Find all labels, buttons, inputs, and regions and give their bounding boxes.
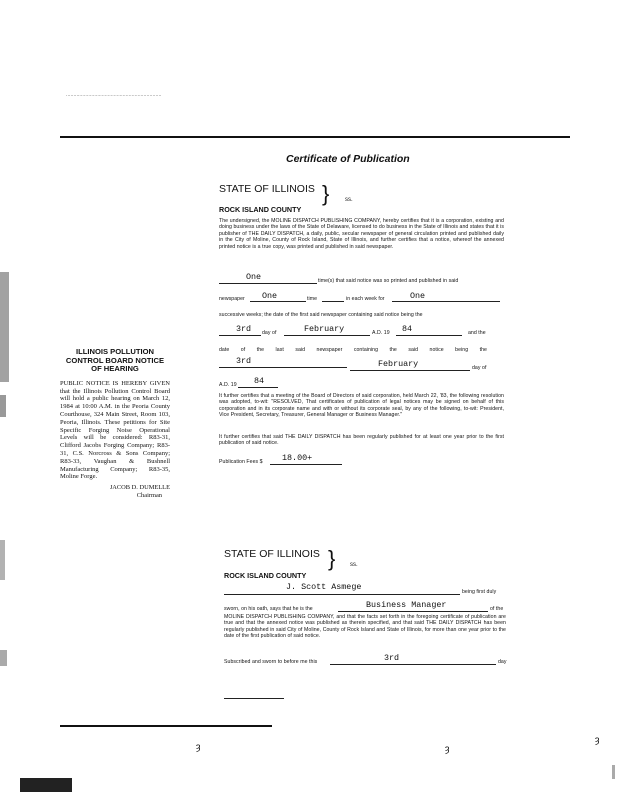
successive-label: successive weeks; the date of the first said newspaper containing said notice being the — [219, 312, 423, 318]
affidavit-state-brace: } — [328, 546, 336, 571]
in-each-week-label: in each week for — [346, 296, 385, 302]
first-day-line — [219, 335, 261, 336]
county-label: ROCK ISLAND COUNTY — [219, 205, 302, 214]
newspaper-line — [250, 301, 306, 302]
certificate-body: The undersigned, the MOLINE DISPATCH PUBLISHING COMPANY, hereby certifies that it is a corporation, existing and doing business under the laws of the State of Delaware, licensed to do business in the State of Illinois and states that it is publisher of THE DAILY DISPATCH, a daily, public, secular newspaper of general circulation printed and published daily in the City of Moline, County of Rock Island, State of Illinois, and further certifies that a notice, whereof the annexed printed notice is a true copy, was printed and published in said newspaper. — [219, 218, 504, 250]
last-year-value: 84 — [254, 376, 265, 386]
fees-line — [270, 464, 342, 465]
newspaper-value: One — [262, 291, 278, 301]
first-month-value: February — [304, 324, 345, 334]
ss-label: ss. — [345, 197, 353, 203]
affiant-title-value: Business Manager — [366, 600, 447, 610]
day-label: day — [498, 659, 507, 665]
notice-signer-title: Chairman — [136, 491, 162, 499]
first-day-value: 3rd — [236, 324, 252, 334]
left-margin-scan-mark — [0, 395, 6, 417]
certificate-title: Certificate of Publication — [286, 153, 410, 165]
first-day-of-label: day of — [262, 330, 277, 336]
newspaper-label: newspaper — [219, 296, 245, 302]
subscribed-label: Subscribed and sworn to before me this — [224, 659, 318, 665]
right-margin-scan-mark — [612, 765, 615, 779]
first-year-line — [396, 335, 462, 336]
last-day-of-label: day of — [472, 365, 487, 371]
last-day-line — [219, 367, 347, 368]
of-the-label: of the — [490, 606, 504, 612]
times-label: time(s) that said notice was so printed and published in said — [318, 278, 459, 284]
first-month-line — [284, 335, 370, 336]
fees-label: Publication Fees $ — [219, 459, 263, 465]
times-value: One — [246, 272, 262, 282]
bottom-left-scan-mark — [20, 778, 72, 792]
time-label: time — [307, 296, 317, 302]
affiant-title-line — [338, 611, 488, 612]
being-label: being first duly — [462, 589, 497, 595]
stray-mark: ȝ — [196, 742, 201, 753]
affidavit-county-label: ROCK ISLAND COUNTY — [224, 571, 307, 580]
notice-body: PUBLIC NOTICE IS HEREBY GIVEN that the Illinois Pollution Control Board will hold a public hearing on March 12, 1984 at 10:00 A.M. in the Peoria County Courthouse, 324 Main Street, Room 103, Peoria, Illinois. These petitions for Site Specific Forging Noise Operational Levels will be considered: R83-31, Clifford Jacobs Forging Company; R83-31, C.S. Norcross & Sons Company; R83-33, Vaughan & Bushnell Manufacturing Company; R83-35, Moline Forge. — [60, 379, 170, 481]
subscribed-day-value: 3rd — [384, 653, 400, 663]
top-rule — [60, 136, 570, 138]
fees-value: 18.00+ — [282, 453, 313, 463]
affidavit-ss-label: ss. — [350, 562, 358, 568]
regular-publication-text: It further certifies that said THE DAILY DISPATCH has been regularly published for at least one year prior to the first publication of said notice. — [219, 434, 504, 447]
notice-heading: ILLINOIS POLLUTION CONTROL BOARD NOTICE OF HEARING — [65, 347, 165, 374]
signature-line — [224, 698, 284, 699]
last-date-label: date of the last said newspaper containing the said notice being the — [219, 347, 487, 353]
sworn-label: sworn, on his oath, says that he is the — [224, 606, 313, 612]
affidavit-body: MOLINE DISPATCH PUBLISHING COMPANY, and that the facts set forth in the foregoing certificate of publication are true and that the annexed notice was published as therein specified, and that said THE DAILY DISPATCH has been regularly published in said City of Moline, County of Rock Island and State of Illinois, for more than one year prior to the date of the first publication of said notice. — [224, 614, 506, 640]
state-label: STATE OF ILLINOIS — [219, 183, 315, 195]
state-brace: } — [322, 181, 330, 206]
resolution-text: It further certifies that a meeting of the Board of Directors of said corporation, held March 22, '83, the following resolution was adopted, to-wit: "RESOLVED, That certificates of publication of legal notices may be signed on behalf of this corporation and in its corporate name and with or without its corporate seal, by any of the following, to-wit: President, Vice President, Secretary, Treasurer, General Manager or Business Manager." — [219, 393, 504, 419]
last-day-value: 3rd — [236, 356, 252, 366]
weeks-line — [392, 301, 500, 302]
bottom-rule — [60, 725, 272, 727]
subscribed-day-line — [330, 664, 496, 665]
stray-mark: ȝ — [595, 735, 600, 746]
first-ad-label: A.D. 19 — [372, 330, 390, 336]
last-month-line — [350, 370, 470, 371]
left-margin-scan-mark — [0, 650, 7, 666]
time-line — [322, 301, 344, 302]
legal-notice-clipping — [60, 348, 170, 500]
stray-mark: ȝ — [445, 744, 450, 755]
last-ad-label: A.D. 19 — [219, 382, 237, 388]
notice-signer: JACOB D. DUMELLE — [109, 484, 170, 492]
affiant-name-line — [224, 594, 460, 595]
top-strip-text: ................................................................ — [66, 92, 162, 98]
left-margin-scan-mark — [0, 540, 5, 580]
affidavit-state-label: STATE OF ILLINOIS — [224, 548, 320, 560]
times-line — [219, 283, 317, 284]
affiant-name-value: J. Scott Asmege — [286, 582, 362, 592]
last-year-line — [238, 387, 278, 388]
left-margin-scan-mark — [0, 272, 9, 382]
and-the-label: and the — [468, 330, 486, 336]
weeks-value: One — [410, 291, 426, 301]
first-year-value: 84 — [402, 324, 413, 334]
last-month-value: February — [378, 359, 419, 369]
